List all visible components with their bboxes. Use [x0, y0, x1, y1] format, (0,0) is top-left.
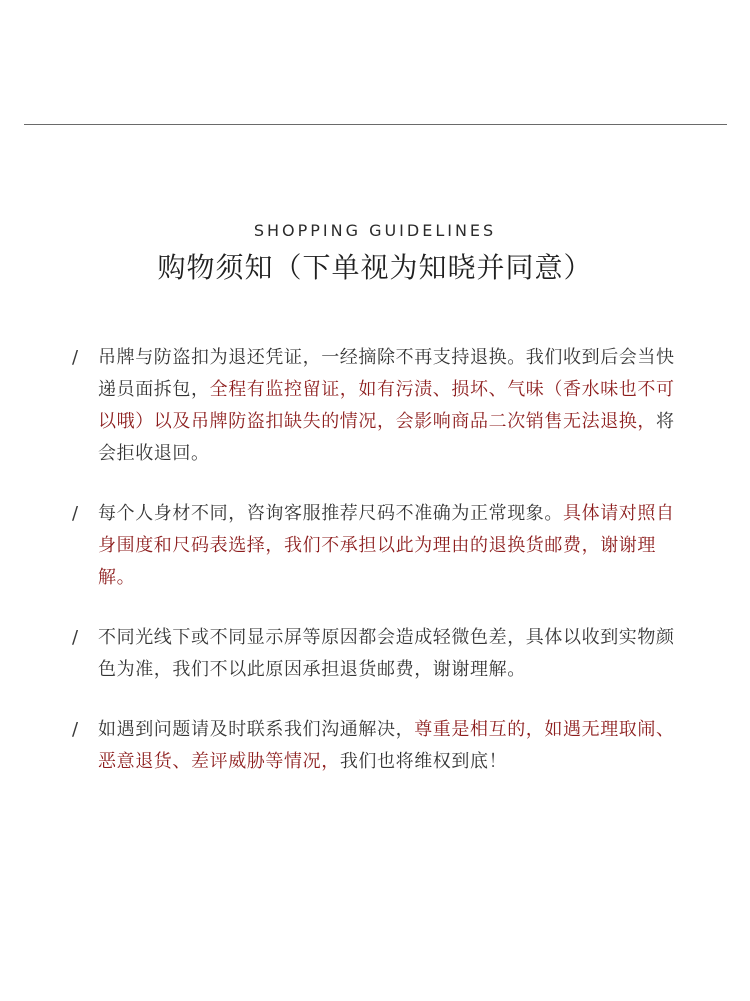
guideline-text-highlight: 全程有监控留证，如有污渍、损坏、气味（香水味也不可以哦）以及吊牌防盗扣缺失的情况，会影响商品二次销售无法退换， [98, 379, 675, 432]
slash-bullet-icon: / [72, 503, 79, 524]
page-title: 购物须知（下单视为知晓并同意） [157, 251, 593, 284]
guideline-text-normal: 我们也将维权到底！ [339, 751, 508, 772]
guideline-item-color-difference [72, 622, 682, 686]
top-divider [24, 124, 727, 125]
guideline-text [98, 714, 682, 778]
guideline-text [98, 342, 682, 470]
guideline-text-normal: 如遇到问题请及时联系我们沟通解决， [98, 719, 415, 740]
guideline-text-normal: 每个人身材不同，咨询客服推荐尺码不准确为正常现象。 [98, 503, 563, 524]
slash-bullet-icon: / [72, 627, 79, 648]
guideline-text [98, 498, 682, 594]
guideline-item-sizing [72, 498, 682, 594]
guidelines-list [72, 342, 682, 806]
slash-bullet-icon: / [72, 347, 79, 368]
guideline-text-highlight: 尊重是相互的，如遇无理取闹、恶意退货、差评威胁等情况， [98, 719, 675, 772]
slash-bullet-icon: / [72, 719, 79, 740]
guideline-text [98, 622, 682, 686]
guideline-item-contact [72, 714, 682, 778]
guideline-text-normal: 吊牌与防盗扣为退还凭证，一经摘除不再支持退换。我们收到后会当快递员面拆包， [98, 347, 675, 400]
page-subtitle: SHOPPING GUIDELINES [253, 221, 497, 240]
guideline-item-return-tags [72, 342, 682, 470]
guideline-text-normal: 将会拒收退回。 [98, 411, 675, 464]
guideline-text-highlight: 具体请对照自身围度和尺码表选择，我们不承担以此为理由的退换货邮费，谢谢理解。 [98, 503, 675, 588]
guideline-text-normal: 不同光线下或不同显示屏等原因都会造成轻微色差，具体以收到实物颜色为准，我们不以此原因承担退货邮费，谢谢理解。 [98, 627, 675, 680]
